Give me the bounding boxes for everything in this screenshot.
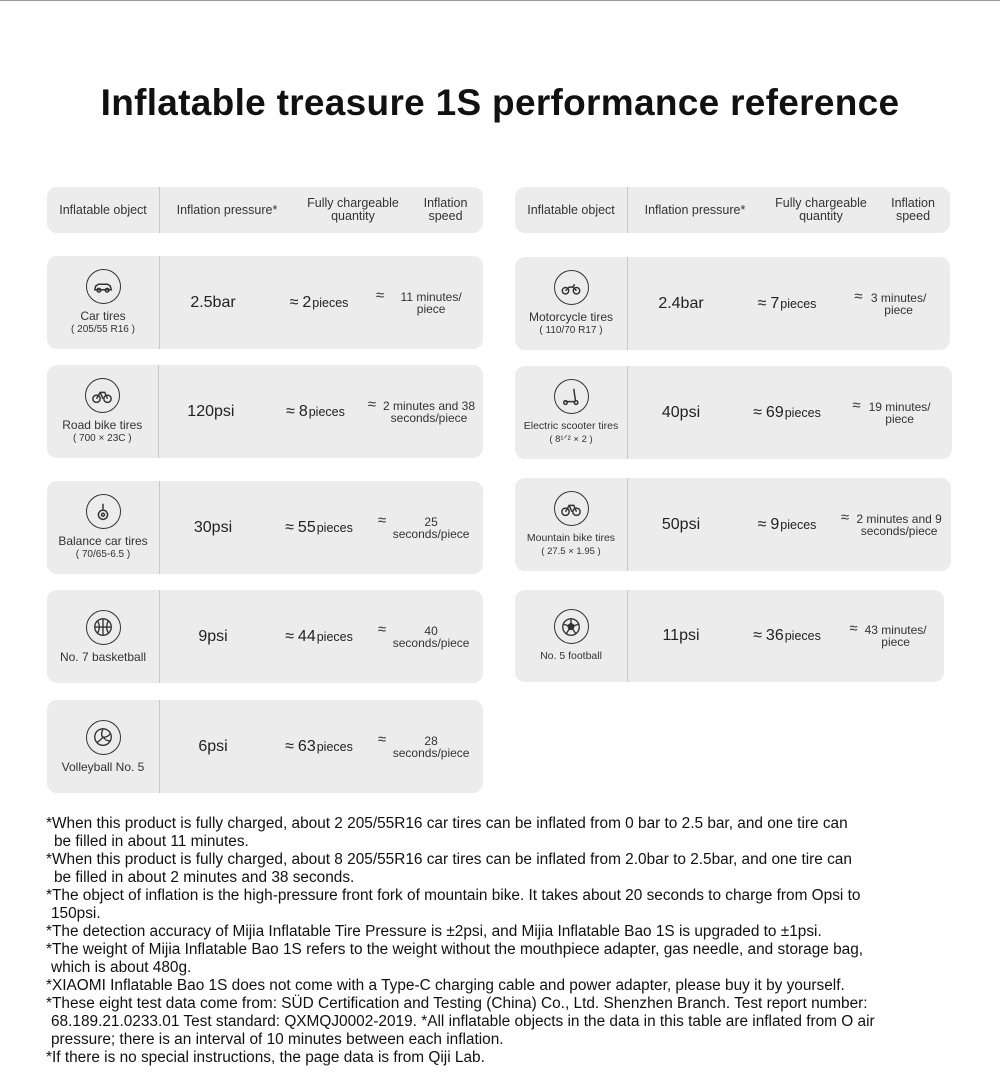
car-icon <box>86 269 121 304</box>
approx-sign: ≈ <box>377 730 387 748</box>
speed-value: 2 minutes and 9 seconds/piece <box>856 511 942 538</box>
footnote: *When this product is fully charged, about 2 205/55R16 car tires can be inflated from 0 bar to 2.5 bar, and one tire can be filled in about 11 minutes. <box>46 815 848 850</box>
pressure-value: 2.5bar <box>190 293 236 311</box>
football-icon <box>554 609 589 644</box>
object-name: Balance car tires <box>58 534 148 548</box>
footnote: *The weight of Mijia Inflatable Bao 1S refers to the weight without the mouthpiece adapter, gas needle, and storage bag, which is about 480g. <box>46 941 864 976</box>
table-header-left <box>47 187 483 233</box>
quantity-unit: pieces <box>784 629 821 643</box>
approx-sign: ≈ <box>377 620 387 638</box>
approx-sign: ≈ <box>367 395 376 413</box>
approx-sign: ≈ <box>285 627 294 645</box>
object-size: ( 110/70 R17 ) <box>539 325 603 336</box>
speed-value: 40 seconds/piece <box>392 623 470 650</box>
table-row <box>47 700 483 793</box>
table-row <box>47 481 483 574</box>
pressure-value: 120psi <box>187 402 235 420</box>
quantity-unit: pieces <box>312 295 349 310</box>
quantity-unit: pieces <box>780 517 817 532</box>
table-row <box>515 366 952 459</box>
quantity-unit: pieces <box>316 629 353 644</box>
object-size: ( 8¹ᐟ² × 2 ) <box>549 434 593 445</box>
header-speed: Inflation speed <box>423 196 468 223</box>
object-size: ( 700 × 23C ) <box>72 433 132 444</box>
pressure-value: 6psi <box>198 737 228 755</box>
quantity-unit: pieces <box>316 520 353 535</box>
pressure-value: 30psi <box>193 518 233 536</box>
quantity-value: 63 <box>297 737 316 755</box>
header-quantity: Fully chargeable quantity <box>307 196 399 223</box>
quantity-value: 9 <box>770 515 780 533</box>
header-pressure: Inflation pressure* <box>644 202 746 217</box>
top-divider <box>0 0 1000 1</box>
balance-car-icon <box>86 494 121 529</box>
bicycle-icon <box>85 378 120 413</box>
footnote: *If there is no special instructions, the page data is from Qiji Lab. <box>46 1049 485 1066</box>
speed-value: 19 minutes/ piece <box>868 399 931 426</box>
quantity-value: 44 <box>297 627 316 645</box>
object-name: Electric scooter tires <box>523 420 619 432</box>
object-name: Volleyball No. 5 <box>61 759 145 774</box>
footnotes <box>46 815 986 1067</box>
approx-sign: ≈ <box>289 293 299 311</box>
approx-sign: ≈ <box>852 396 861 414</box>
quantity-unit: pieces <box>316 739 353 754</box>
header-pressure: Inflation pressure* <box>176 202 278 217</box>
page-title: Inflatable treasure 1S performance reference <box>100 82 900 123</box>
quantity-value: 36 <box>765 627 784 644</box>
pressure-value: 50psi <box>661 515 701 533</box>
table-row <box>47 365 483 458</box>
approx-sign: ≈ <box>757 294 767 312</box>
approx-sign: ≈ <box>840 508 850 526</box>
approx-sign: ≈ <box>286 402 295 420</box>
speed-value: 11 minutes/ piece <box>400 289 462 316</box>
approx-sign: ≈ <box>753 403 762 421</box>
approx-sign: ≈ <box>285 518 294 536</box>
quantity-value: 7 <box>770 294 780 312</box>
header-object: Inflatable object <box>515 187 628 233</box>
header-object: Inflatable object <box>47 187 160 233</box>
pressure-value: 40psi <box>661 403 701 421</box>
pressure-value: 11psi <box>662 627 700 644</box>
quantity-unit: pieces <box>780 296 817 311</box>
object-name: Road bike tires <box>62 418 143 432</box>
object-name: Mountain bike tires <box>526 532 616 544</box>
speed-value: 43 minutes/ piece <box>864 623 927 649</box>
approx-sign: ≈ <box>849 620 858 637</box>
footnote: *These eight test data come from: SÜD Certification and Testing (China) Co., Ltd. Shenzhen Branch. Test report number: 68.189.21.0233.01 Test standard: QXMQJ0002-2019. *All inflatable objects in the data in this table are inflated from O air pressure; there is an interval of 10 minutes between each inflation. <box>46 995 875 1048</box>
object-name: No. 7 basketball <box>59 649 147 664</box>
object-size: ( 205/55 R16 ) <box>71 324 135 335</box>
footnote: *The object of inflation is the high-pressure front fork of mountain bike. It takes about 20 seconds to charge from Opsi to 150psi. <box>46 887 861 922</box>
pressure-value: 9psi <box>198 627 228 645</box>
pressure-value: 2.4bar <box>658 294 704 312</box>
footnote: *XIAOMI Inflatable Bao 1S does not come with a Type-C charging cable and power adapter, please buy it by yourself. <box>46 977 845 994</box>
header-speed: Inflation speed <box>891 196 935 223</box>
header-quantity: Fully chargeable quantity <box>775 196 867 223</box>
object-size: ( 27.5 × 1.95 ) <box>541 546 601 557</box>
quantity-unit: pieces <box>308 404 345 419</box>
table-row <box>47 256 483 349</box>
table-row <box>515 590 944 682</box>
table-row <box>515 257 950 350</box>
quantity-value: 55 <box>297 518 316 536</box>
table-row <box>47 590 483 683</box>
quantity-unit: pieces <box>784 405 821 420</box>
scooter-icon <box>554 379 589 414</box>
object-name: No. 5 football <box>540 650 602 662</box>
quantity-value: 2 <box>302 293 312 311</box>
object-size: ( 70/65-6.5 ) <box>75 549 131 560</box>
approx-sign: ≈ <box>377 511 387 529</box>
table-row <box>515 478 951 571</box>
mountain-bike-icon <box>554 491 589 526</box>
approx-sign: ≈ <box>375 286 385 304</box>
approx-sign: ≈ <box>753 627 762 644</box>
volleyball-icon <box>86 720 121 755</box>
footnote: *When this product is fully charged, about 8 205/55R16 car tires can be inflated from 2.0bar to 2.5bar, and one tire can be filled in about 2 minutes and 38 seconds. <box>46 851 852 886</box>
speed-value: 25 seconds/piece <box>392 514 470 541</box>
speed-value: 3 minutes/ piece <box>870 290 927 317</box>
footnote: *The detection accuracy of Mijia Inflatable Tire Pressure is ±2psi, and Mijia Inflatable Bao 1S is upgraded to ±1psi. <box>46 923 822 940</box>
quantity-value: 69 <box>765 403 784 421</box>
approx-sign: ≈ <box>854 287 863 305</box>
object-name: Motorcycle tires <box>528 310 614 324</box>
motorcycle-icon <box>554 270 589 305</box>
basketball-icon <box>86 610 121 645</box>
speed-value: 28 seconds/piece <box>392 733 470 760</box>
approx-sign: ≈ <box>757 515 767 533</box>
object-name: Car tires <box>80 309 126 323</box>
quantity-value: 8 <box>298 402 308 420</box>
approx-sign: ≈ <box>285 737 294 755</box>
speed-value: 2 minutes and 38 seconds/piece <box>382 398 476 425</box>
table-header-right <box>515 187 950 233</box>
